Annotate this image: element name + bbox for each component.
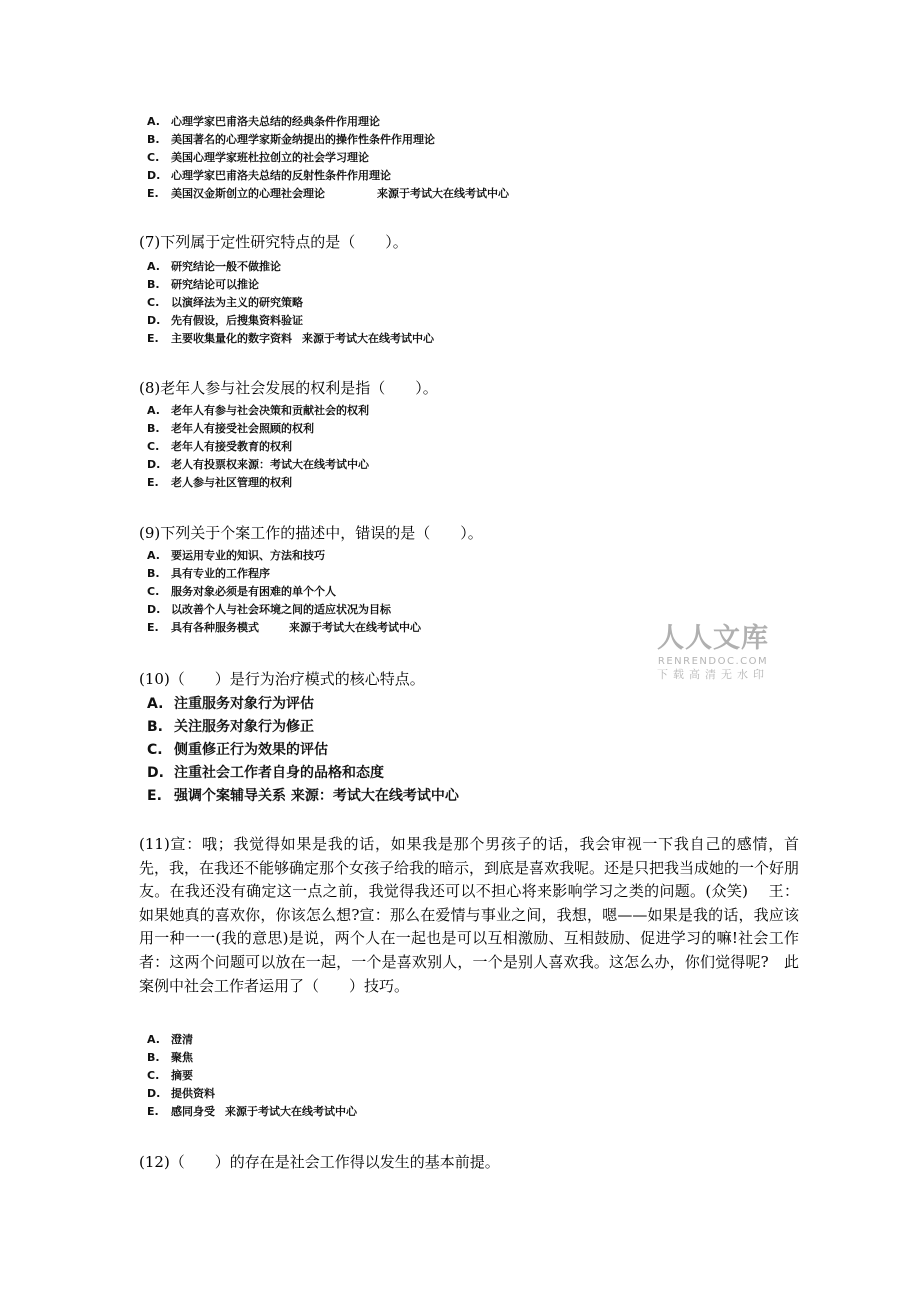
source-note: 来源于考试大在线考试中心 — [225, 1105, 357, 1118]
watermark-subtitle: 下载高清无水印 — [657, 668, 769, 681]
question-7-stem: (7)下列属于定性研究特点的是（ ）。 — [139, 233, 408, 251]
watermark-title: 人人文库 — [657, 623, 769, 654]
option-e: E. 具有各种服务模式 来源于考试大在线考试中心 — [147, 619, 421, 637]
source-note: 来源于考试大在线考试中心 — [302, 332, 434, 345]
option-c: C. 侧重修正行为效果的评估 — [147, 742, 328, 758]
option-e: E. 感同身受 来源于考试大在线考试中心 — [147, 1103, 357, 1121]
options-q6 — [147, 113, 509, 203]
option-d: D. 心理学家巴甫洛夫总结的反射性条件作用理论 — [147, 169, 391, 182]
option-d: D. 老人有投票权来源：考试大在线考试中心 — [147, 458, 369, 471]
option-d: D. 提供资料 — [147, 1087, 215, 1100]
option-c: C. 以演绎法为主义的研究策略 — [147, 296, 303, 309]
option-e: E. 美国汉金斯创立的心理社会理论 来源于考试大在线考试中心 — [147, 185, 509, 203]
options-q8 — [147, 402, 369, 492]
option-a: A. 老年人有参与社会决策和贡献社会的权利 — [147, 404, 369, 417]
option-b: B. 聚焦 — [147, 1051, 193, 1064]
option-e: E. 主要收集量化的数字资料 来源于考试大在线考试中心 — [147, 330, 434, 348]
option-b: B. 研究结论可以推论 — [147, 278, 259, 291]
option-e: E. 强调个案辅导关系 来源：考试大在线考试中心 — [147, 788, 459, 804]
option-b: B. 老年人有接受社会照顾的权利 — [147, 422, 314, 435]
option-a: A. 澄清 — [147, 1033, 193, 1046]
option-a: A. 注重服务对象行为评估 — [147, 696, 314, 712]
option-c: C. 摘要 — [147, 1069, 193, 1082]
option-a: A. 心理学家巴甫洛夫总结的经典条件作用理论 — [147, 115, 380, 128]
question-8-stem: (8)老年人参与社会发展的权利是指（ ）。 — [139, 379, 438, 397]
option-c: C. 老年人有接受教育的权利 — [147, 440, 292, 453]
option-b: B. 具有专业的工作程序 — [147, 567, 270, 580]
options-q9 — [147, 547, 421, 637]
renrendoc-watermark — [648, 622, 778, 682]
option-b: B. 美国著名的心理学家斯金纳提出的操作性条件作用理论 — [147, 133, 435, 146]
option-d: D. 以改善个人与社会环境之间的适应状况为目标 — [147, 603, 391, 616]
question-10-stem: (10)（ ）是行为治疗模式的核心特点。 — [139, 670, 425, 688]
source-note: 来源于考试大在线考试中心 — [289, 621, 421, 634]
question-12-stem: (12)（ ）的存在是社会工作得以发生的基本前提。 — [139, 1153, 500, 1171]
option-c: C. 服务对象必须是有困难的单个个人 — [147, 585, 336, 598]
question-9-stem: (9)下列关于个案工作的描述中，错误的是（ ）。 — [139, 524, 483, 542]
option-a: A. 研究结论一般不做推论 — [147, 260, 281, 273]
options-q11 — [147, 1031, 357, 1121]
option-c: C. 美国心理学家班杜拉创立的社会学习理论 — [147, 151, 369, 164]
watermark-url: RENRENDOC.COM — [657, 656, 769, 667]
option-d: D. 先有假设，后搜集资料验证 — [147, 314, 303, 327]
source-note: 来源于考试大在线考试中心 — [377, 187, 509, 200]
option-b: B. 关注服务对象行为修正 — [147, 719, 314, 735]
option-d: D. 注重社会工作者自身的品格和态度 — [147, 765, 384, 781]
options-q10 — [147, 693, 459, 808]
option-e: E. 老人参与社区管理的权利 — [147, 476, 292, 489]
question-11-stem: (11)宣：哦；我觉得如果是我的话，如果我是那个男孩子的话，我会审视一下我自己的感情，首先，我，在我还不能够确定那个女孩子给我的暗示，到底是喜欢我呢。还是只把我当成她的一个好朋友。在我还没有确定这一点之前，我觉得我还可以不担心将来影响学习之类的问题。(众笑) 王：如果她真的喜欢你，你该怎么想?宣：那么在爱情与事业之间，我想，嗯——如果是我的话，我应该用一种一一(我的意思)是说，两个人在一起也是可以互相激励、互相鼓励、促进学习的嘛!社会工作者：这两个问题可以放在一起，一个是喜欢别人，一个是别人喜欢我。这怎么办，你们觉得呢? 此案例中社会工作者运用了（ ）技巧。 — [139, 835, 800, 995]
options-q7 — [147, 258, 434, 348]
option-a: A. 要运用专业的知识、方法和技巧 — [147, 549, 325, 562]
